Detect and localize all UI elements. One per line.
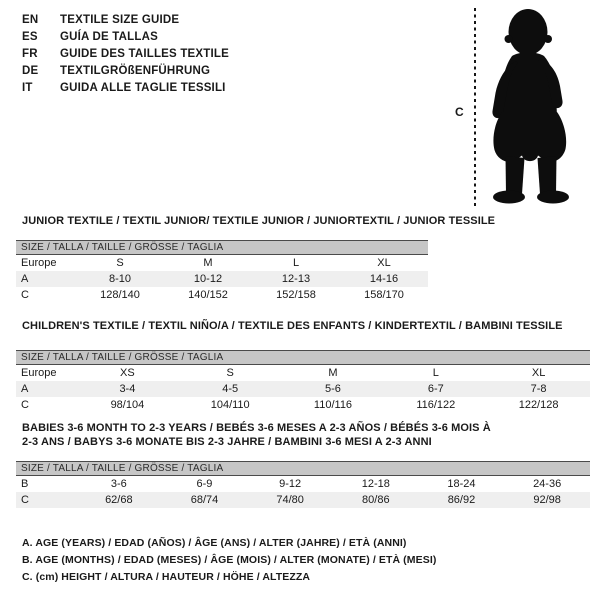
junior-size-table bbox=[16, 255, 428, 303]
row-label: A bbox=[21, 273, 29, 285]
table-row bbox=[16, 365, 590, 381]
language-code: IT bbox=[22, 82, 33, 94]
size-cell: 116/122 bbox=[416, 399, 456, 411]
row-label: Europe bbox=[21, 367, 57, 379]
size-cell: 9-12 bbox=[279, 478, 302, 490]
table-row bbox=[16, 397, 590, 413]
size-cell: XL bbox=[531, 367, 546, 379]
size-header-band: SIZE / TALLA / TAILLE / GRÖSSE / TAGLIA bbox=[16, 461, 590, 476]
children-size-table bbox=[16, 365, 590, 413]
size-cell: 8-10 bbox=[108, 273, 132, 285]
size-cell: 74/80 bbox=[276, 494, 304, 506]
language-row bbox=[22, 12, 229, 29]
footnote: A. AGE (YEARS) / EDAD (AÑOS) / ÂGE (ANS) / ALTER (JAHRE) / ETÀ (ANNI) bbox=[22, 537, 407, 549]
junior-table bbox=[16, 240, 428, 303]
language-code: DE bbox=[22, 65, 39, 77]
footnote: C. (cm) HEIGHT / ALTURA / HAUTEUR / HÖHE / ALTEZZA bbox=[22, 571, 311, 583]
language-label: TEXTILGRÖßENFÜHRUNG bbox=[60, 65, 211, 77]
size-cell: L bbox=[292, 257, 300, 269]
size-cell: M bbox=[203, 257, 213, 269]
size-cell: 18-24 bbox=[447, 478, 476, 490]
language-label: GUÍA DE TALLAS bbox=[60, 31, 158, 43]
size-cell: 86/92 bbox=[447, 494, 476, 506]
language-list bbox=[22, 12, 229, 97]
table-row bbox=[16, 476, 590, 492]
size-cell: 6-7 bbox=[427, 383, 444, 395]
size-cell: 68/74 bbox=[190, 494, 219, 506]
size-cell: S bbox=[116, 257, 124, 269]
height-measure-label: C bbox=[455, 105, 464, 119]
size-cell: 104/110 bbox=[210, 399, 250, 411]
table-row bbox=[16, 492, 590, 508]
language-row bbox=[22, 46, 229, 63]
size-cell: 152/158 bbox=[276, 289, 316, 301]
size-cell: 80/86 bbox=[362, 494, 390, 506]
size-cell: 7-8 bbox=[530, 383, 547, 395]
language-row bbox=[22, 80, 229, 97]
language-code: EN bbox=[22, 14, 39, 26]
footnotes bbox=[22, 535, 436, 586]
size-cell: 5-6 bbox=[325, 383, 341, 395]
table-row bbox=[16, 287, 428, 303]
language-label: TEXTILE SIZE GUIDE bbox=[60, 14, 180, 26]
size-cell: 3-6 bbox=[110, 478, 127, 490]
junior-table-title: JUNIOR TEXTILE / TEXTIL JUNIOR/ TEXTILE JUNIOR / JUNIORTEXTIL / JUNIOR TESSILE bbox=[22, 215, 496, 227]
size-header-band: SIZE / TALLA / TAILLE / GRÖSSE / TAGLIA bbox=[16, 350, 590, 365]
language-label: GUIDE DES TAILLES TEXTILE bbox=[60, 48, 229, 60]
babies-size-table bbox=[16, 476, 590, 508]
size-cell: XL bbox=[377, 257, 391, 269]
size-cell: 158/170 bbox=[364, 289, 404, 301]
language-label: GUIDA ALLE TAGLIE TESSILI bbox=[60, 82, 226, 94]
row-label: B bbox=[21, 478, 29, 490]
row-label: C bbox=[21, 399, 29, 411]
table-row bbox=[16, 381, 590, 397]
baby-silhouette-icon bbox=[482, 8, 590, 206]
size-cell: 92/98 bbox=[533, 494, 561, 506]
footnote: B. AGE (MONTHS) / EDAD (MESES) / ÂGE (MOIS) / ALTER (MONATE) / ETÀ (MESI) bbox=[22, 554, 437, 566]
babies-table bbox=[16, 461, 590, 508]
size-cell: 122/128 bbox=[518, 399, 559, 411]
size-cell: 12-13 bbox=[281, 273, 311, 285]
table-row bbox=[16, 271, 428, 287]
size-header-band: SIZE / TALLA / TAILLE / GRÖSSE / TAGLIA bbox=[16, 240, 428, 255]
babies-table-title: BABIES 3-6 MONTH TO 2-3 YEARS / BEBÉS 3-6 MESES A 2-3 AÑOS / BÉBÉS 3-6 MOIS À 2-3 ANS / BABYS 3-6 MONATE BIS 2-3 JAHRE / BAMBINI 3-6 MESI A 2-3 ANNI bbox=[22, 422, 491, 448]
language-code: ES bbox=[22, 31, 38, 43]
size-cell: 14-16 bbox=[369, 273, 399, 285]
language-code: FR bbox=[22, 48, 38, 60]
table-row bbox=[16, 255, 428, 271]
children-table bbox=[16, 350, 590, 413]
size-cell: S bbox=[226, 367, 234, 379]
size-cell: XS bbox=[120, 367, 135, 379]
size-cell: L bbox=[432, 367, 439, 379]
size-cell: 62/68 bbox=[105, 494, 133, 506]
size-cell: 140/152 bbox=[188, 289, 228, 301]
children-table-title: CHILDREN'S TEXTILE / TEXTIL NIÑO/A / TEXTILE DES ENFANTS / KINDERTEXTIL / BAMBINI TESSILE bbox=[22, 320, 563, 332]
size-cell: M bbox=[328, 367, 338, 379]
row-label: A bbox=[21, 383, 29, 395]
language-row bbox=[22, 63, 229, 80]
size-cell: 6-9 bbox=[196, 478, 213, 490]
height-measure-line bbox=[474, 8, 476, 207]
row-label: Europe bbox=[21, 257, 57, 269]
size-cell: 10-12 bbox=[193, 273, 223, 285]
size-cell: 128/140 bbox=[100, 289, 140, 301]
size-cell: 3-4 bbox=[119, 383, 136, 395]
row-label: C bbox=[21, 494, 29, 506]
size-cell: 4-5 bbox=[222, 383, 239, 395]
size-cell: 12-18 bbox=[361, 478, 390, 490]
size-cell: 110/116 bbox=[313, 399, 353, 411]
row-label: C bbox=[21, 289, 29, 301]
language-row bbox=[22, 29, 229, 46]
size-cell: 24-36 bbox=[533, 478, 562, 490]
size-cell: 98/104 bbox=[110, 399, 145, 411]
